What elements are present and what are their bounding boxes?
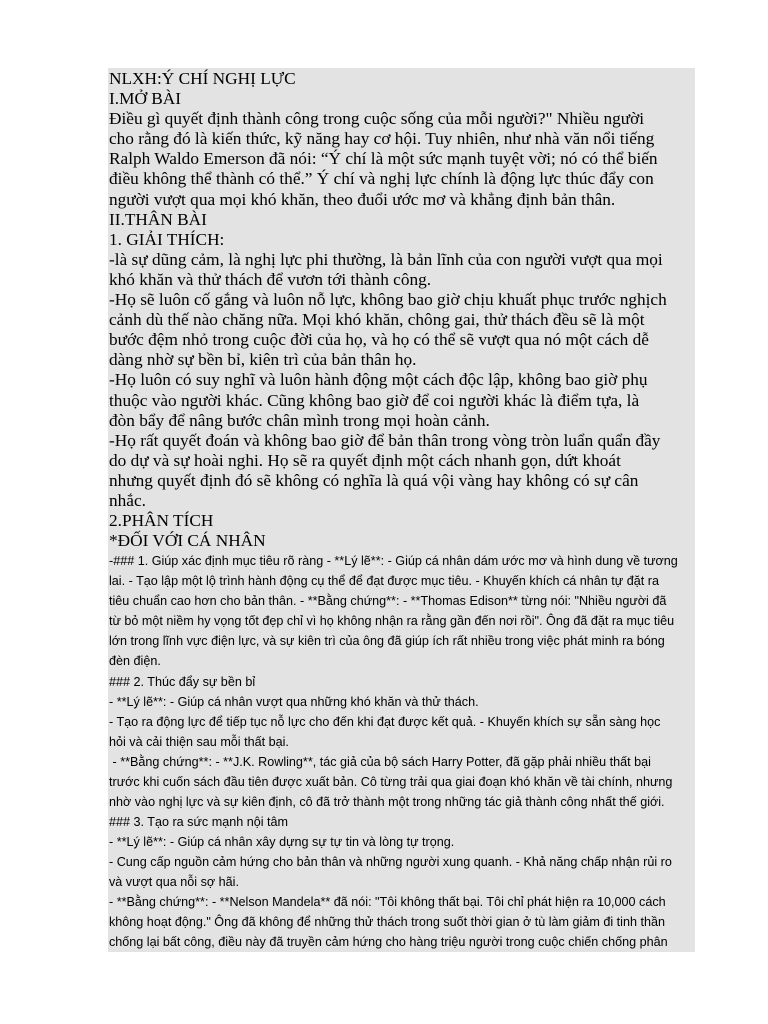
serif-text-line: thuộc vào người khác. Cũng không bao giờ để coi người khác là điểm tựa, là xyxy=(109,390,640,410)
serif-text-line: do dự và sự hoài nghi. Họ sẽ ra quyết định một cách nhanh gọn, dứt khoát xyxy=(109,450,621,470)
serif-text-line: 1. GIẢI THÍCH: xyxy=(109,229,225,249)
serif-text-line: bước đệm nhỏ trong cuộc đời của họ, và họ có thể sẽ vượt qua nó một cách dễ xyxy=(109,330,649,350)
sans-text-line: đèn điện. xyxy=(109,654,161,669)
serif-text-line: nhưng quyết định đó sẽ không có nghĩa là quá vội vàng hay không có sự cân xyxy=(109,470,639,490)
sans-text-line: lớn trong lĩnh vực điện lực, và sự kiên trì của ông đã giúp ích rất nhiều trong việc phát minh ra bóng xyxy=(109,634,665,649)
serif-text-line: *ĐỐI VỚI CÁ NHÂN xyxy=(109,531,266,551)
serif-text-line: nhắc. xyxy=(109,490,146,510)
serif-text-line: dàng nhờ sự bền bỉ, kiên trì của bản thân họ. xyxy=(109,350,417,370)
serif-text-line: cho rằng đó là kiến thức, kỹ năng hay cơ hội. Tuy nhiên, như nhà văn nổi tiếng xyxy=(109,129,655,149)
sans-text-line: từ bỏ một niềm hy vọng tốt đẹp chỉ vì họ không nhận ra rằng gần đến nơi rồi". Ông đã đặt ra mục tiêu xyxy=(109,614,675,629)
sans-text-line: nhờ vào nghị lực và sự kiên định, cô đã trở thành một trong những tác giả thành công nhất thế giới. xyxy=(109,794,665,809)
sans-text-line: - **Lý lẽ**: - Giúp cá nhân vượt qua những khó khăn và thử thách. xyxy=(109,694,479,709)
sans-text-line: chống lại bất công, điều này đã truyền cảm hứng cho hàng triệu người trong cuộc chiến chống phân xyxy=(109,935,668,950)
serif-text-line: 2.PHÂN TÍCH xyxy=(109,511,214,531)
sans-text-line: - **Bằng chứng**: - **Nelson Mandela** đã nói: "Tôi không thất bại. Tôi chỉ phát hiện ra 10,000 cách xyxy=(109,895,666,910)
serif-text-line: điều không thể thành có thể.” Ý chí và nghị lực chính là động lực thúc đẩy con xyxy=(109,169,654,189)
serif-text-line: đòn bẩy để nâng bước chân mình trong mọi hoàn cảnh. xyxy=(109,410,490,430)
sans-text-line: - **Lý lẽ**: - Giúp cá nhân xây dựng sự tự tin và lòng tự trọng. xyxy=(109,834,455,849)
serif-text-line: khó khăn và thử thách để vươn tới thành công. xyxy=(109,269,432,289)
serif-text-line: Ralph Waldo Emerson đã nói: “Ý chí là một sức mạnh tuyệt vời; nó có thể biến xyxy=(109,149,658,169)
sans-text-line: không hoạt động." Ông đã không để những thử thách trong suốt thời gian ở tù làm giảm đi tinh thần xyxy=(109,915,665,930)
sans-text-line: trước khi cuốn sách đầu tiên được xuất bản. Cô từng trải qua giai đoạn khó khăn về tài chính, nhưng xyxy=(109,774,673,789)
serif-text-line: -Họ rất quyết đoán và không bao giờ để bản thân trong vòng tròn luẩn quẩn đầy xyxy=(109,430,661,450)
sans-text-line: và vượt qua nỗi sợ hãi. xyxy=(109,875,239,889)
sans-text-line: tiêu chuẩn cao hơn cho bản thân. - **Bằng chứng**: - **Thomas Edison** từng nói: "Nhiều người đã xyxy=(109,594,667,609)
serif-text-line: I.MỞ BÀI xyxy=(109,89,182,109)
sans-text-line: - Tạo ra động lực để tiếp tục nỗ lực cho đến khi đạt được kết quả. - Khuyến khích sự sẵn sàng học xyxy=(109,714,661,729)
sans-text-line: hỏi và cải thiện sau mỗi thất bại. xyxy=(109,734,289,749)
serif-text-line: II.THÂN BÀI xyxy=(109,209,207,229)
serif-text-line: NLXH:Ý CHÍ NGHỊ LỰC xyxy=(109,69,296,88)
serif-text-line: -là sự dũng cảm, là nghị lực phi thường, là bản lĩnh của con người vượt qua mọi xyxy=(109,249,663,269)
sans-text-line: ### 3. Tạo ra sức mạnh nội tâm xyxy=(109,814,289,829)
serif-text-line: -Họ luôn có suy nghĩ và luôn hành động một cách độc lập, không bao giờ phụ xyxy=(109,370,648,390)
serif-text-line: người vượt qua mọi khó khăn, theo đuổi ước mơ và khẳng định bản thân. xyxy=(109,189,616,209)
serif-text-line: -Họ sẽ luôn cố gắng và luôn nỗ lực, không bao giờ chịu khuất phục trước nghịch xyxy=(109,290,667,310)
sans-text-line: -### 1. Giúp xác định mục tiêu rõ ràng - **Lý lẽ**: - Giúp cá nhân dám ước mơ và hình dung về tương xyxy=(109,554,678,569)
serif-text-line: Điều gì quyết định thành công trong cuộc sống của mỗi người?" Nhiều người xyxy=(109,109,645,129)
document-page xyxy=(108,68,695,952)
sans-text-line: - **Bằng chứng**: - **J.K. Rowling**, tác giả của bộ sách Harry Potter, đã gặp phải nhiều thất bại xyxy=(109,754,651,769)
essay-sans-section xyxy=(108,551,695,952)
sans-text-line: ### 2. Thúc đẩy sự bền bỉ xyxy=(109,674,256,689)
serif-text-line: cảnh dù thế nào chăng nữa. Mọi khó khăn, chông gai, thử thách đều sẽ là một xyxy=(109,310,645,330)
sans-text-line: - Cung cấp nguồn cảm hứng cho bản thân và những người xung quanh. - Khả năng chấp nhận rủi ro xyxy=(109,854,672,869)
sans-text-line: lai. - Tạo lập một lộ trình hành động cụ thể để đạt được mục tiêu. - Khuyến khích cá nhân tự đặt ra xyxy=(109,574,659,589)
essay-serif-section xyxy=(108,68,695,551)
